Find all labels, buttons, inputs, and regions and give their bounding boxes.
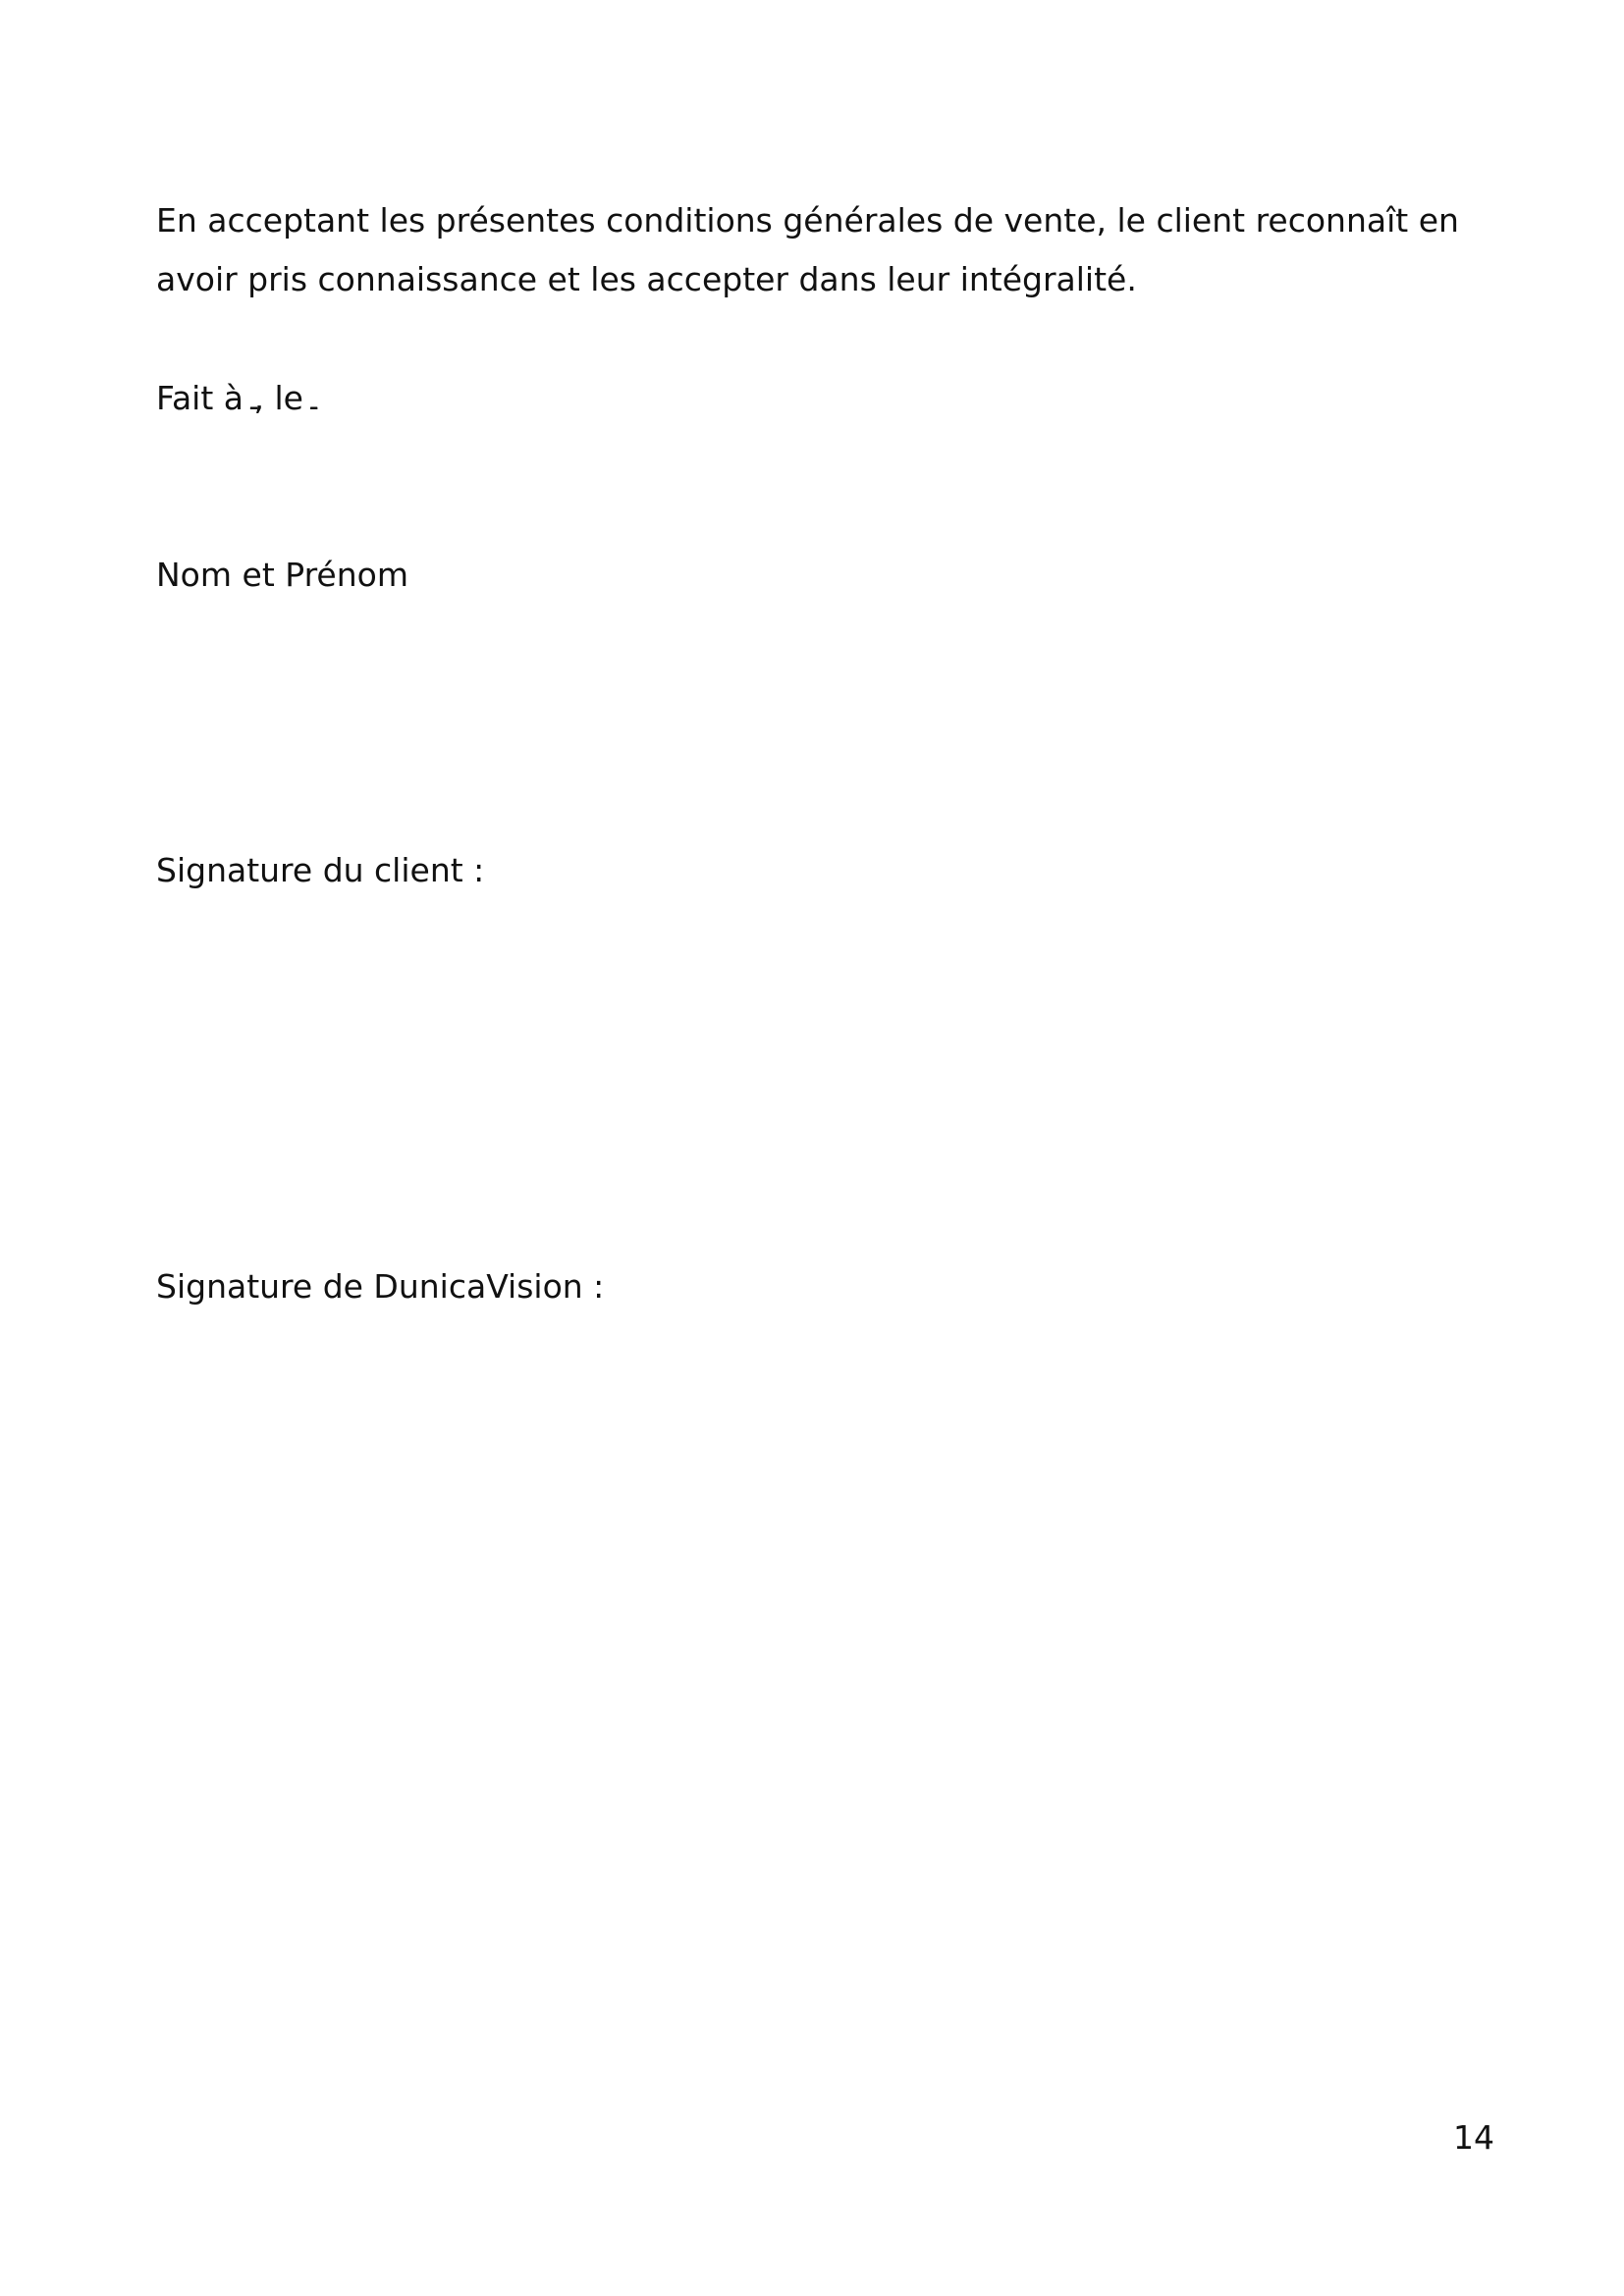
client-signature-label: Signature du client : — [156, 851, 485, 889]
fait-a-label: Fait à — [156, 379, 244, 417]
acceptance-paragraph — [156, 191, 1491, 309]
comma-le-label: , le — [253, 379, 303, 417]
vendor-signature-label: Signature de DunicaVision : — [156, 1267, 605, 1306]
page-number: 14 — [1453, 2118, 1494, 2157]
place-date-line — [156, 369, 313, 434]
acceptance-line-1: En acceptant les présentes conditions générales de vente, le client reconnaît en — [156, 201, 1459, 240]
name-label: Nom et Prénom — [156, 556, 408, 594]
acceptance-line-2: avoir pris connaissance et les accepter dans leur intégralité. — [156, 260, 1137, 298]
